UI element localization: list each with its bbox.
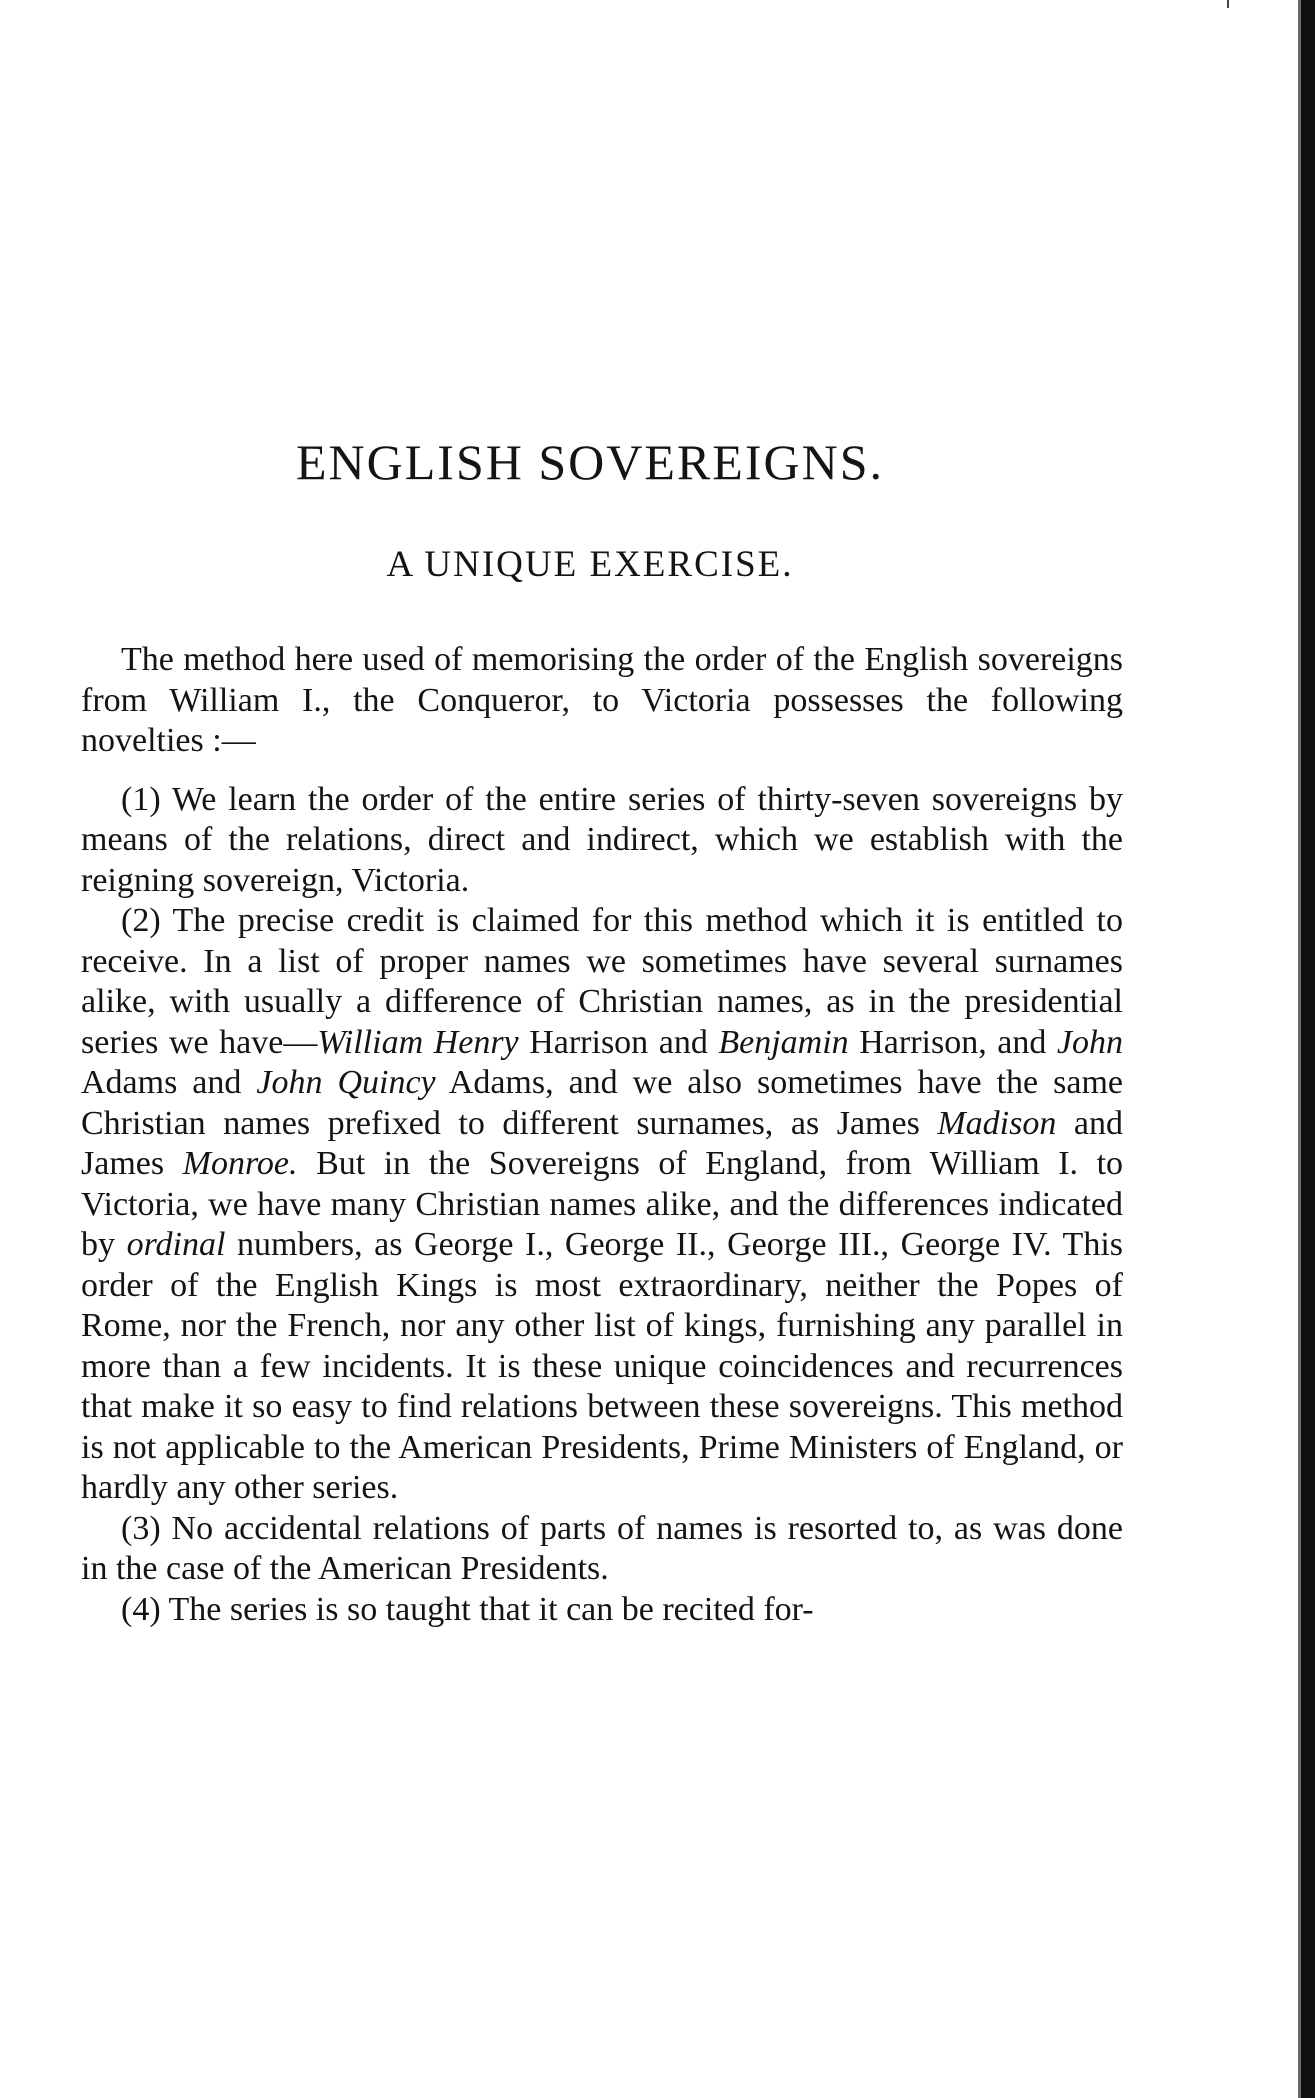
point-2-text-b: Harrison and <box>518 1023 719 1061</box>
point-2-italic-william-henry: William Henry <box>317 1023 519 1061</box>
point-2-italic-monroe: Monroe. <box>182 1145 298 1182</box>
point-2-text-e: Adams, and we also sometimes have the same Christian names prefixed to different surnames, as James <box>81 1064 1123 1142</box>
page-subtitle: A UNIQUE EXERCISE. <box>386 544 794 585</box>
point-2-italic-benjamin: Benjamin <box>718 1023 849 1061</box>
point-2-italic-john-quincy: John Quincy <box>256 1064 436 1101</box>
point-2-italic-ordinal: ordinal <box>126 1226 226 1263</box>
point-4-paragraph: (4) The series is so taught that it can be recited for- <box>121 1590 814 1628</box>
point-2-text-d: Adams and <box>81 1064 257 1101</box>
point-2-italic-madison: Madison <box>937 1104 1057 1142</box>
point-2-text-c: Harrison, and <box>848 1023 1057 1061</box>
point-2-text-a: (2) The precise credit is claimed for this method which it is entitled to receive. In a list of proper names we sometimes have several surnames alike, with usually a difference of Christian names, as in the presidential series we have— <box>81 902 1123 1061</box>
point-3-paragraph: (3) No accidental relations of parts of names is resorted to, as was done in the case of the American Presidents. <box>81 1509 1123 1587</box>
page-title: ENGLISH SOVEREIGNS. <box>296 434 884 490</box>
intro-paragraph: The method here used of memorising the order of the English sovereigns from William I., the Conqueror, to Victoria possesses the following novelties :— <box>81 641 1123 759</box>
scan-mark <box>1227 0 1229 8</box>
point-2-paragraph <box>81 901 1123 1509</box>
point-2-italic-john: John <box>1056 1023 1123 1061</box>
point-1-paragraph: (1) We learn the order of the entire series of thirty-seven sovereigns by means of the relations, direct and indirect, which we establish with the reigning sovereign, Victoria. <box>81 780 1123 899</box>
point-2-text-h: numbers, as George I., George II., George III., George IV. This order of the English Kings is most extraordinary, neither the Popes of Rome, nor the French, nor any other list of kings, furnishing any parallel in more than a few incidents. It is these unique coincidences and recurrences that make it so easy to find relations between these sovereigns. This method is not applicable to the American Presidents, Prime Ministers of England, or hardly any other series. <box>81 1226 1123 1506</box>
point-2-text-g: But in the Sovereigns of England, from William I. to Victoria, we have many Christian names alike, and the differences indicated by <box>81 1145 1124 1263</box>
page-edge <box>1301 0 1315 2098</box>
point-2-text-f: and James <box>81 1104 1123 1182</box>
body-text <box>81 640 1123 1630</box>
